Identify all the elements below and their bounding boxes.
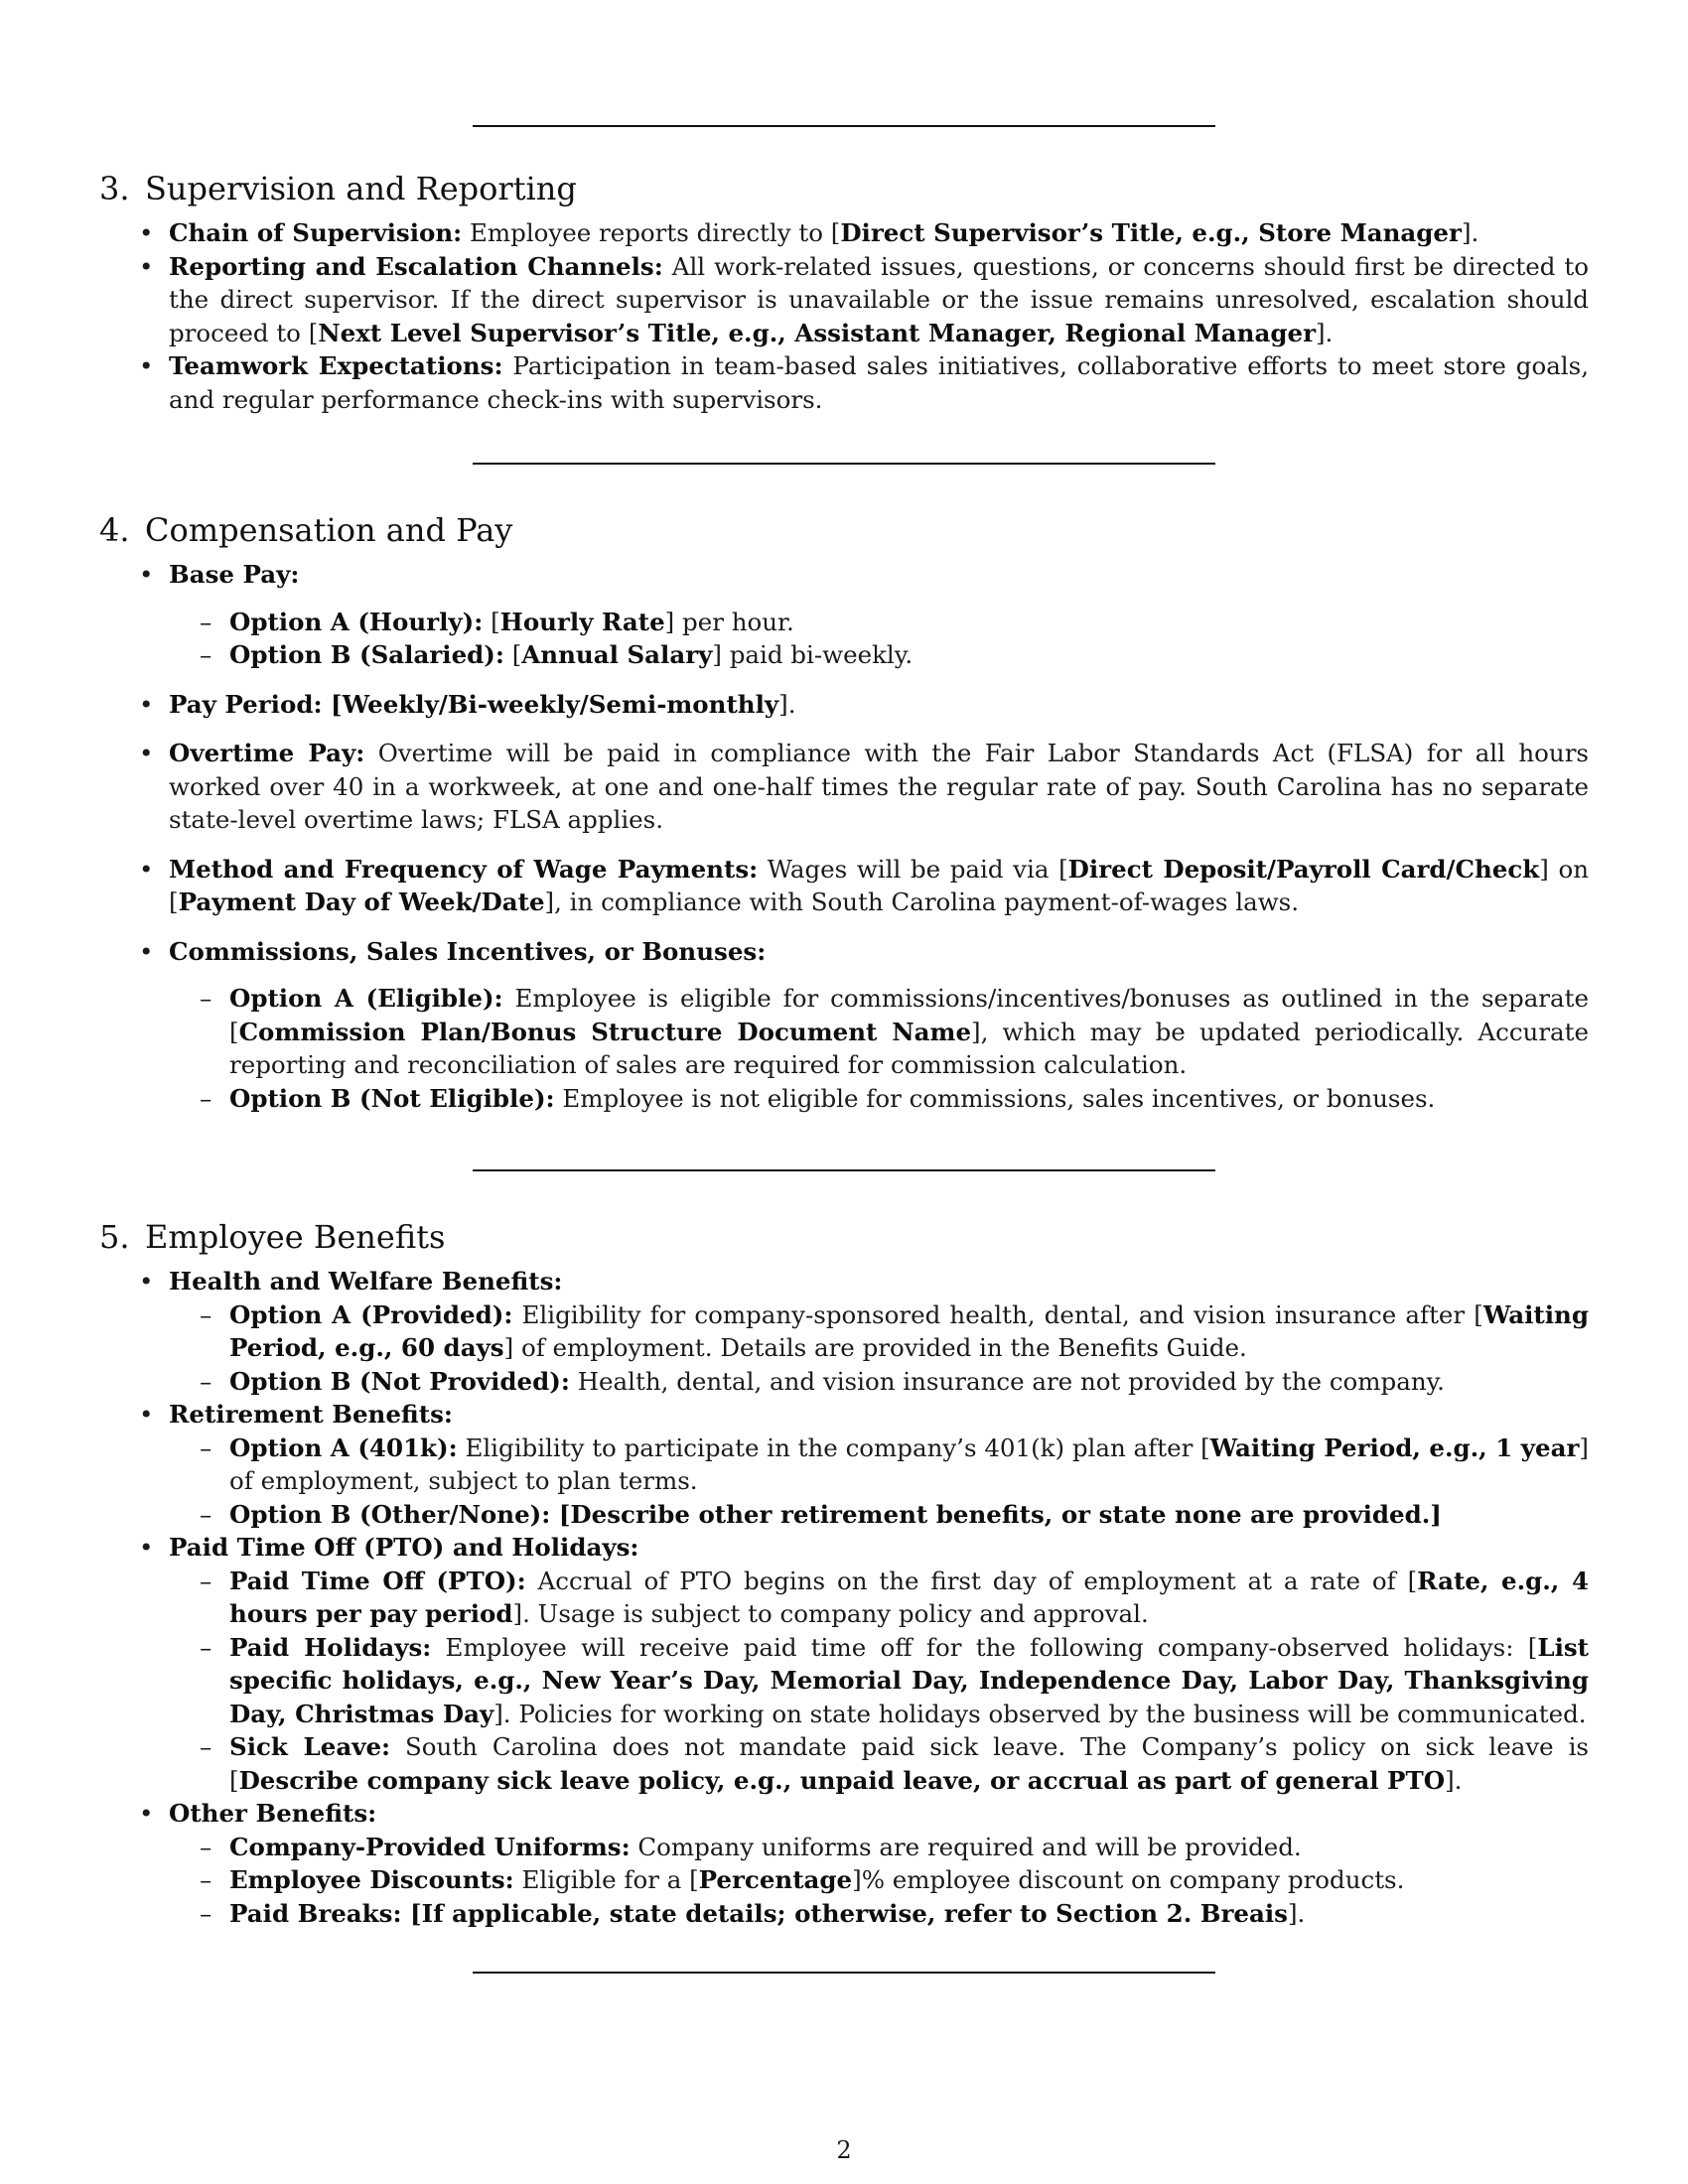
list-item-other-benefits: • Other Benefits: – Company-Provided Uniforms: Company uniforms are required and will be provided. – Employee Discounts: Eligible for a [Percentage]% employee discount on company products. – Paid Breaks: [If applicable, state details; otherwise, refer to Section 2. Breais].: [169, 1797, 1589, 1930]
list-item-base-pay: • Base Pay: – Option A (Hourly): [Hourly Rate] per hour. – Option B (Salaried): [Annual Salary] paid bi-weekly.: [169, 558, 1589, 672]
section-heading: 5. Employee Benefits: [99, 1218, 446, 1256]
sub-item-option-a-401k: – Option A (401k): Eligibility to participate in the company’s 401(k) plan after [Waiting Period, e.g., 1 year] of employment, subject to plan terms.: [229, 1432, 1589, 1498]
sub-item-option-b-not-provided: – Option B (Not Provided): Health, dental, and vision insurance are not provided by the company.: [229, 1365, 1589, 1399]
list-item-overtime-pay: • Overtime Pay: Overtime will be paid in compliance with the Fair Labor Standards Act (FLSA) for all hours worked over 40 in a workweek, at one and one-half times the regular rate of pay. South Carolina has no separate state-level overtime laws; FLSA applies.: [169, 737, 1589, 837]
section-heading: 4. Compensation and Pay: [99, 511, 513, 549]
list-item-pto-holidays: • Paid Time Off (PTO) and Holidays: – Paid Time Off (PTO): Accrual of PTO begins on the first day of employment at a rate of [Rate, e.g., 4 hours per pay period]. Usage is subject to company policy and approval. – Paid Holidays: Employee will receive paid time off for the following company-observed holidays: [List specific holidays, e.g., New Year’s Day, Memorial Day, Independence Day, Labor Day, Thanksgiving Day, Christmas Day]. Policies for working on state holidays observed by the business will be communicated. – Sick Leave: South Carolina does not mandate paid sick leave. The Company’s policy on sick leave is [Describe company sick leave policy, e.g., unpaid leave, or accrual as part of general PTO].: [169, 1531, 1589, 1797]
sub-list: [169, 982, 1589, 1115]
section-heading: 3. Supervision and Reporting: [99, 170, 577, 207]
sub-item-option-b-salaried: – Option B (Salaried): [Annual Salary] paid bi-weekly.: [229, 638, 1589, 672]
sub-item-option-a-eligible: – Option A (Eligible): Employee is eligible for commissions/incentives/bonuses as outlined in the separate [Commission Plan/Bonus Structure Document Name], which may be updated periodically. Accurate reporting and reconciliation of sales are required for commission calculation.: [229, 982, 1589, 1082]
sub-item-option-b-other: – Option B (Other/None): [Describe other retirement benefits, or state none are provided.]: [229, 1498, 1589, 1532]
sub-item-paid-breaks: – Paid Breaks: [If applicable, state details; otherwise, refer to Section 2. Breais].: [229, 1897, 1589, 1931]
section-compensation-pay: [99, 510, 1589, 1115]
list-item-chain-of-supervision: • Chain of Supervision: Employee reports directly to [Direct Supervisor’s Title, e.g., Store Manager].: [169, 216, 1589, 250]
horizontal-rule: [473, 463, 1215, 465]
list-item-pay-period: • Pay Period: [Weekly/Bi-weekly/Semi-monthly].: [169, 688, 1589, 722]
sub-item-employee-discounts: – Employee Discounts: Eligible for a [Percentage]% employee discount on company products.: [229, 1863, 1589, 1897]
list-item-escalation-channels: • Reporting and Escalation Channels: All work-related issues, questions, or concerns should first be directed to the direct supervisor. If the direct supervisor is unavailable or the issue remains unresolved, escalation should proceed to [Next Level Supervisor’s Title, e.g., Assistant Manager, Regional Manager].: [169, 250, 1589, 350]
section-employee-benefits: [99, 1217, 1589, 1930]
horizontal-rule-top: [473, 125, 1215, 127]
sub-list: [169, 1565, 1589, 1798]
sub-list: [169, 1298, 1589, 1399]
sub-item-uniforms: – Company-Provided Uniforms: Company uniforms are required and will be provided.: [229, 1831, 1589, 1864]
list-item-retirement: • Retirement Benefits: – Option A (401k): Eligibility to participate in the company’s 401(k) plan after [Waiting Period, e.g., 1 year] of employment, subject to plan terms. – Option B (Other/None): [Describe other retirement benefits, or state none are provided.]: [169, 1398, 1589, 1531]
section-list: [99, 1265, 1589, 1930]
sub-item-option-a-provided: – Option A (Provided): Eligibility for company-sponsored health, dental, and vision insurance after [Waiting Period, e.g., 60 days] of employment. Details are provided in the Benefits Guide.: [229, 1298, 1589, 1365]
horizontal-rule: [473, 1169, 1215, 1171]
sub-list: [169, 1831, 1589, 1931]
sub-list: [169, 606, 1589, 672]
list-item-wage-payment-method: • Method and Frequency of Wage Payments: Wages will be paid via [Direct Deposit/Payroll Card/Check] on [Payment Day of Week/Date], in compliance with South Carolina payment-of-wages laws.: [169, 853, 1589, 919]
section-supervision-reporting: [99, 169, 1589, 416]
list-item-health-welfare: • Health and Welfare Benefits: – Option A (Provided): Eligibility for company-sponsored health, dental, and vision insurance after [Waiting Period, e.g., 60 days] of employment. Details are provided in the Benefits Guide. – Option B (Not Provided): Health, dental, and vision insurance are not provided by the company.: [169, 1265, 1589, 1398]
sub-item-option-b-not-eligible: – Option B (Not Eligible): Employee is not eligible for commissions, sales incentives, or bonuses.: [229, 1082, 1589, 1116]
list-item-commissions: • Commissions, Sales Incentives, or Bonuses: – Option A (Eligible): Employee is eligible for commissions/incentives/bonuses as outlined in the separate [Commission Plan/Bonus Structure Document Name], which may be updated periodically. Accurate reporting and reconciliation of sales are required for commission calculation. – Option B (Not Eligible): Employee is not eligible for commissions, sales incentives, or bonuses.: [169, 935, 1589, 1116]
page-number: 2: [836, 2136, 852, 2164]
sub-item-sick-leave: – Sick Leave: South Carolina does not mandate paid sick leave. The Company’s policy on sick leave is [Describe company sick leave policy, e.g., unpaid leave, or accrual as part of general PTO].: [229, 1730, 1589, 1797]
list-item-teamwork-expectations: • Teamwork Expectations: Participation in team-based sales initiatives, collaborative efforts to meet store goals, and regular performance check-ins with supervisors.: [169, 349, 1589, 416]
sub-item-option-a-hourly: – Option A (Hourly): [Hourly Rate] per hour.: [229, 606, 1589, 639]
sub-item-paid-holidays: – Paid Holidays: Employee will receive paid time off for the following company-observed holidays: [List specific holidays, e.g., New Year’s Day, Memorial Day, Independence Day, Labor Day, Thanksgiving Day, Christmas Day]. Policies for working on state holidays observed by the business will be communicated.: [229, 1631, 1589, 1731]
sub-item-pto: – Paid Time Off (PTO): Accrual of PTO begins on the first day of employment at a rate of [Rate, e.g., 4 hours per pay period]. Usage is subject to company policy and approval.: [229, 1565, 1589, 1631]
section-list: [99, 216, 1589, 416]
section-list: [99, 558, 1589, 1115]
sub-list: [169, 1432, 1589, 1532]
horizontal-rule-bottom: [473, 1972, 1215, 1974]
